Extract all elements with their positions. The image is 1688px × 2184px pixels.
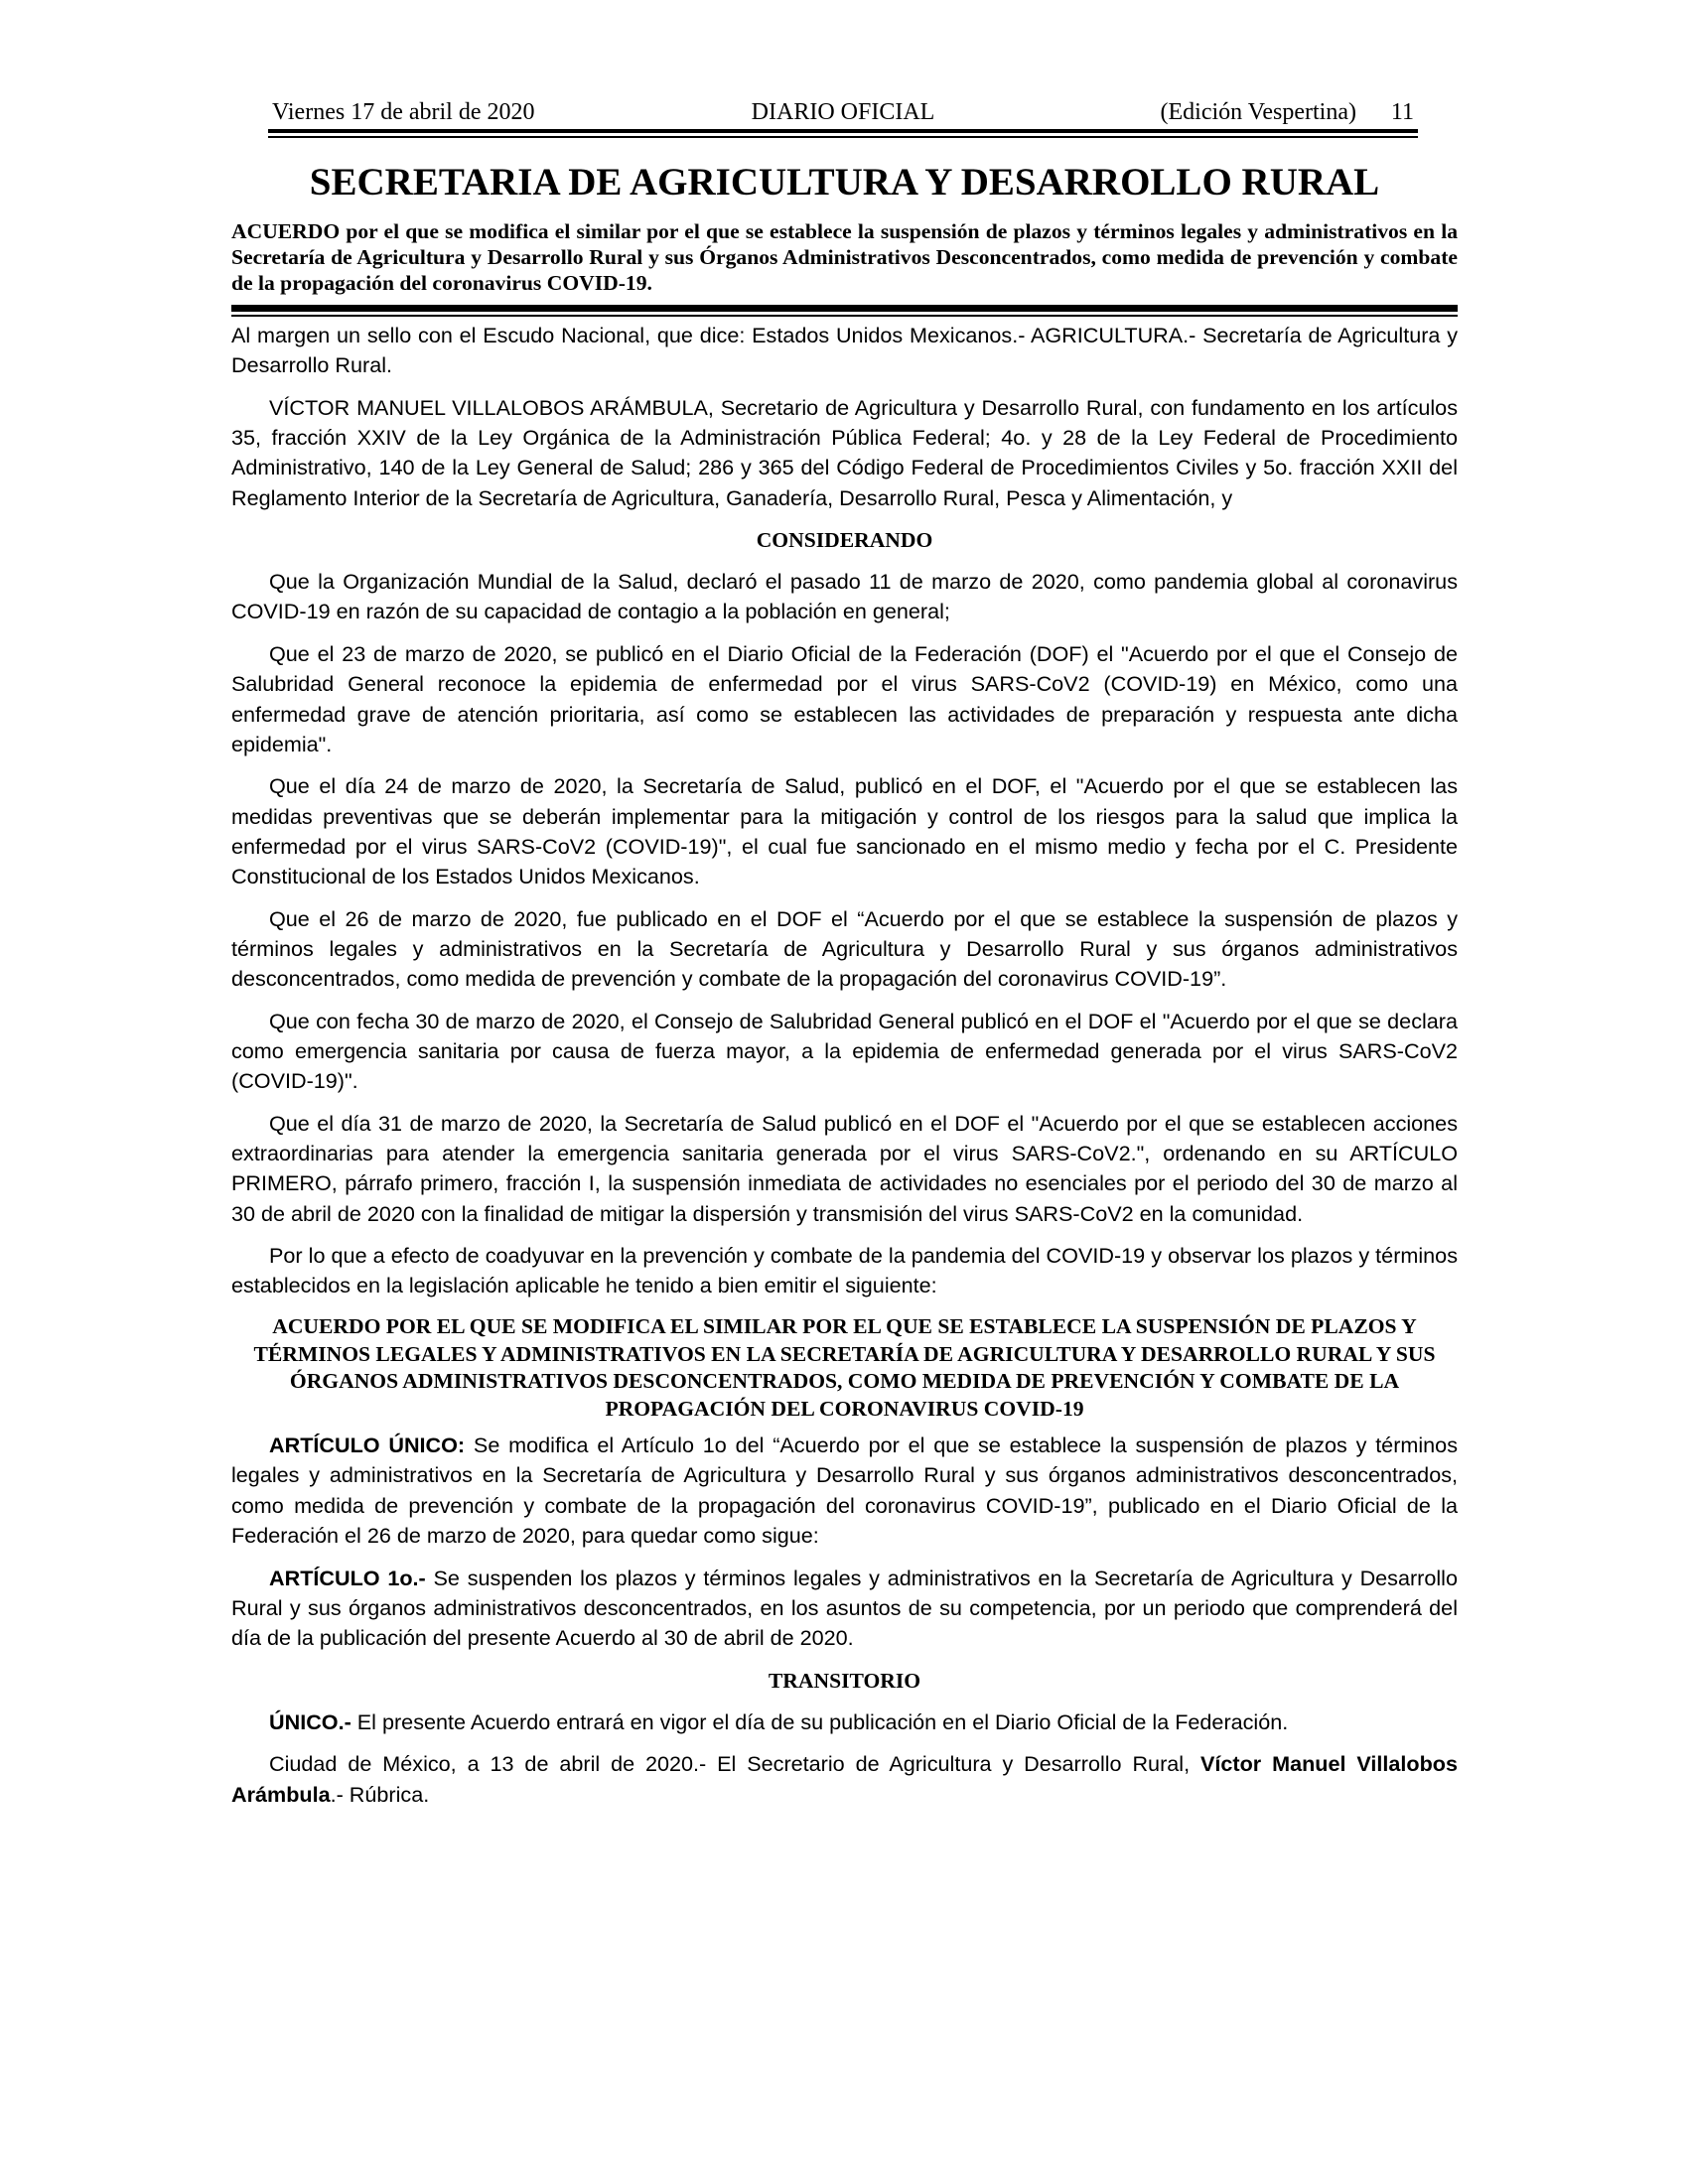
considerando-paragraph: Que el día 31 de marzo de 2020, la Secretaría de Salud publicó en el DOF el "Acuerdo por el que se establecen acciones extraordinarias para atender la emergencia sanitaria generada por el virus SARS-CoV2.", ordenando en su ARTÍCULO PRIMERO, párrafo primero, fracción I, la suspensión inmediata de actividades no esenciales por el periodo del 30 de marzo al 30 de abril de 2020 con la finalidad de mitigar la dispersión y transmisión del virus SARS-CoV2 en la comunidad. (231, 1110, 1458, 1226)
section-title: SECRETARIA DE AGRICULTURA Y DESARROLLO RURAL (309, 161, 1380, 204)
articulo-1o-label: ARTÍCULO 1o.- (269, 1565, 426, 1590)
considerando-paragraph: Que la Organización Mundial de la Salud, declaró el pasado 11 de marzo de 2020, como pandemia global al coronavirus COVID-19 en razón de su capacidad de contagio a la población en general; (231, 569, 1458, 624)
closing-suffix: .- Rúbrica. (330, 1781, 430, 1807)
considerando-paragraph: Por lo que a efecto de coadyuvar en la prevención y combate de la pandemia del COVID-19 y observar los plazos y términos establecidos en la legislación aplicable he tenido a bien emitir el siguiente: (231, 1243, 1458, 1298)
unico-text: El presente Acuerdo entrará en vigor el día de su publicación en el Diario Oficial de la Federación. (351, 1708, 1289, 1734)
articulo-unico-label: ARTÍCULO ÚNICO: (269, 1433, 466, 1458)
header-rule-thick (268, 129, 1418, 133)
unico-label: ÚNICO.- (269, 1708, 352, 1734)
edition-label: (Edición Vespertina) (1160, 99, 1356, 125)
considerando-paragraph: Que el 26 de marzo de 2020, fue publicado en el DOF el “Acuerdo por el que se establece la suspensión de plazos y términos legales y administrativos en la Secretaría de Agricultura y Desarrollo Rural y sus órganos administrativos desconcentrados, como medida de prevención y combate de la propagación del coronavirus COVID-19”. (231, 905, 1458, 992)
running-head (268, 95, 1418, 129)
articulo-1o-text: Se suspenden los plazos y términos legales y administrativos en la Secretaría de Agricultura y Desarrollo Rural y sus órganos administrativos desconcentrados, en los asuntos de su competencia, por un periodo que comprenderá del día de la publicación del presente Acuerdo al 30 de abril de 2020. (231, 1565, 1458, 1650)
acuerdo-title: ACUERDO POR EL QUE SE MODIFICA EL SIMILAR POR EL QUE SE ESTABLECE LA SUSPENSIÓN DE PLAZOS Y TÉRMINOS LEGALES Y ADMINISTRATIVOS EN LA SECRETARÍA DE AGRICULTURA Y DESARROLLO RURAL Y SUS ÓRGANOS ADMINISTRATIVOS DESCONCENTRADOS, COMO MEDIDA DE PREVENCIÓN Y COMBATE DE LA PROPAGACIÓN DEL CORONAVIRUS COVID-19 (253, 1314, 1436, 1421)
signatory-name: Víctor Manuel Villalobos Arámbula (231, 1751, 1458, 1807)
transitorio-heading: TRANSITORIO (768, 1668, 921, 1693)
transitorio-unico (231, 1707, 1458, 1737)
considerando-heading: CONSIDERANDO (756, 528, 933, 553)
considerando-paragraph: Que con fecha 30 de marzo de 2020, el Consejo de Salubridad General publicó en el DOF el "Acuerdo por el que se declara como emergencia sanitaria por causa de fuerza mayor, a la epidemia de enfermedad generada por el virus SARS-CoV2 (COVID-19)". (231, 1008, 1458, 1094)
document-summary: ACUERDO por el que se modifica el similar por el que se establece la suspensión de plazos y términos legales y administrativos en la Secretaría de Agricultura y Desarrollo Rural y sus Órganos Administrativos Desconcentrados, como medida de prevención y combate de la propagación del coronavirus COVID-19. (231, 219, 1458, 295)
document-body (231, 321, 1458, 1822)
articulo-unico (231, 1431, 1458, 1551)
page-number: 11 (1390, 99, 1414, 125)
articulo-1o (231, 1564, 1458, 1654)
preamble: VÍCTOR MANUEL VILLALOBOS ARÁMBULA, Secretario de Agricultura y Desarrollo Rural, con fundamento en los artículos 35, fracción XXIV de la Ley Orgánica de la Administración Pública Federal; 4o. y 28 de la Ley Federal de Procedimiento Administrativo, 140 de la Ley General de Salud; 286 y 365 del Código Federal de Procedimientos Civiles y 5o. fracción XXII del Reglamento Interior de la Secretaría de Agricultura, Ganadería, Desarrollo Rural, Pesca y Alimentación, y (231, 394, 1458, 510)
header-rule-thin (268, 136, 1418, 138)
issue-date: Viernes 17 de abril de 2020 (272, 99, 535, 125)
considerando-paragraph: Que el 23 de marzo de 2020, se publicó en el Diario Oficial de la Federación (DOF) el "Acuerdo por el que el Consejo de Salubridad General reconoce la epidemia de enfermedad por el virus SARS-CoV2 (COVID-19) en México, como una enfermedad grave de atención prioritaria, así como se establecen las actividades de preparación y respuesta ante dicha epidemia". (231, 641, 1458, 756)
articulo-unico-text: Se modifica el Artículo 1o del “Acuerdo por el que se establece la suspensión de plazos y términos legales y administrativos en la Secretaría de Agricultura y Desarrollo Rural y sus órganos administrativos desconcentrados, como medida de prevención y combate de la propagación del coronavirus COVID-19”, publicado en el Diario Oficial de la Federación el 26 de marzo de 2020, para quedar como sigue: (231, 1433, 1458, 1548)
closing-text: Ciudad de México, a 13 de abril de 2020.- El Secretario de Agricultura y Desarrollo Rural, (269, 1751, 1200, 1777)
summary-rule-thick (231, 305, 1458, 312)
closing-paragraph (231, 1749, 1458, 1809)
considerando-paragraph: Que el día 24 de marzo de 2020, la Secretaría de Salud, publicó en el DOF, el "Acuerdo por el que se establecen las medidas preventivas que se deberán implementar para la mitigación y control de los riesgos para la salud que implica la enfermedad por el virus SARS-CoV2 (COVID-19)", el cual fue sancionado en el mismo medio y fecha por el C. Presidente Constitucional de los Estados Unidos Mexicanos. (231, 773, 1458, 889)
summary-rule-thin (231, 315, 1458, 317)
seal-note: Al margen un sello con el Escudo Nacional, que dice: Estados Unidos Mexicanos.- AGRICULTURA.- Secretaría de Agricultura y Desarrollo Rural. (231, 323, 1458, 378)
publication-name: DIARIO OFICIAL (751, 99, 935, 125)
